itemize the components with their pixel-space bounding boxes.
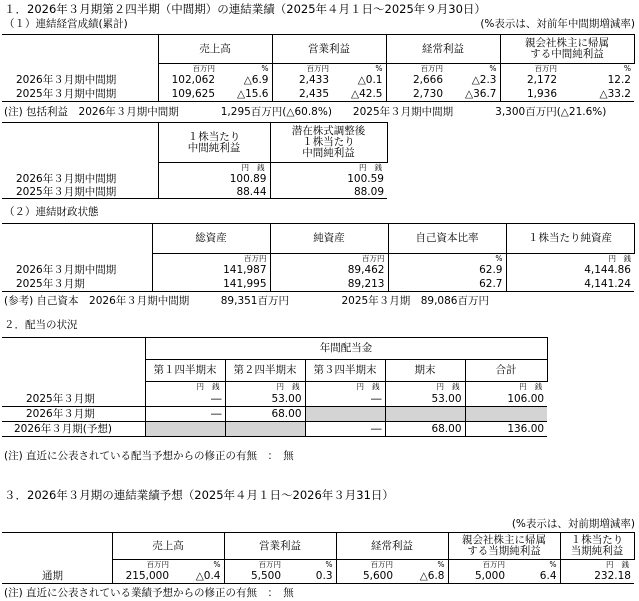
cell: △33.2 xyxy=(560,88,634,102)
col-total: 合計 xyxy=(465,360,547,382)
cell: 106.00 xyxy=(507,392,545,405)
col-eps: １株当たり 当期純利益 xyxy=(560,533,634,560)
cell: △15.6 xyxy=(218,88,272,102)
unit: 円 xyxy=(436,382,444,392)
unit: 百万円 xyxy=(534,64,557,74)
cell: 215,000 xyxy=(112,570,172,584)
col-operating-profit: 営業利益 xyxy=(224,533,336,560)
unit: % xyxy=(508,560,560,570)
s1-title: （１）連結経営成績(累計) xyxy=(4,18,128,30)
dividends-table xyxy=(2,337,548,437)
section-1-heading: １．2026年３月期第２四半期（中間期）の連結業績（2025年４月１日～2025年９月30日） xyxy=(4,2,486,16)
table-row xyxy=(2,407,547,422)
row-label: 2025年３月期 xyxy=(2,278,152,292)
cell: 2,730 xyxy=(386,88,446,102)
cell xyxy=(385,407,465,422)
row-label: 通期 xyxy=(2,570,112,584)
cell: ― xyxy=(305,392,385,407)
cell: △36.7 xyxy=(446,88,500,102)
unit: 円 銭 xyxy=(608,254,631,264)
s3-revision-note: (注) 直近に公表されている配当予想からの修正の有無 ： 無 xyxy=(4,450,294,462)
unit: % xyxy=(396,560,448,570)
cell: 88.09 xyxy=(270,186,387,199)
col-q1-end: 第１四半期末 xyxy=(145,360,225,382)
s4-title: ３．2026年３月期の連結業績予想（2025年４月１日～2026年３月31日） xyxy=(4,488,394,502)
unit: 銭 xyxy=(292,382,300,392)
s1-note-right: (%表示は、対前年中間期増減率) xyxy=(480,18,635,30)
table-row xyxy=(2,392,547,407)
cell xyxy=(225,422,305,437)
col-bps: １株当たり純資産 xyxy=(506,224,634,254)
col-net-income: 親会社株主に帰属 する当期純利益 xyxy=(448,533,560,560)
cell: 62.7 xyxy=(388,278,506,292)
unit: 銭 xyxy=(534,382,543,392)
table-row xyxy=(2,422,547,437)
unit: 円 xyxy=(276,382,284,392)
unit: 円 xyxy=(196,382,204,392)
row-label: 2026年３月期中間期 xyxy=(2,74,158,88)
table-row xyxy=(2,74,634,88)
col-annual-dividends: 年間配当金 xyxy=(145,338,547,360)
table-row xyxy=(2,570,634,584)
row-label: 2025年３月期中間期 xyxy=(2,186,158,199)
cell: 2,435 xyxy=(272,88,332,102)
cell: 2,666 xyxy=(412,74,443,87)
col-q3-end: 第３四半期末 xyxy=(305,360,385,382)
cell: △0.1 xyxy=(332,74,386,88)
unit: 銭 xyxy=(257,163,265,173)
unit: 銭 xyxy=(372,382,380,392)
col-net-income: 親会社株主に帰属 する中間純利益 xyxy=(500,35,634,64)
cell xyxy=(465,407,547,422)
table-row xyxy=(2,186,387,199)
unit: 百万円 xyxy=(192,64,215,74)
cell: 5,500 xyxy=(224,570,284,584)
row-label: 2026年３月期中間期 xyxy=(2,264,152,278)
unit: 銭 xyxy=(374,163,382,173)
row-label: 2026年３月期 xyxy=(2,407,145,422)
s3-title: ２．配当の状況 xyxy=(4,319,78,331)
unit: % xyxy=(623,64,631,74)
unit: % xyxy=(172,560,224,570)
cell: 232.18 xyxy=(560,570,634,584)
cell: 68.00 xyxy=(225,407,305,422)
cell xyxy=(145,422,225,437)
unit: 円 xyxy=(359,163,367,173)
cell: 4,141.24 xyxy=(506,278,634,292)
cell: 0.3 xyxy=(284,570,336,584)
unit: 百万円 xyxy=(306,64,329,74)
col-sales: 売上高 xyxy=(158,35,272,64)
col-ordinary-profit: 経常利益 xyxy=(336,533,448,560)
cell: △0.4 xyxy=(172,570,224,584)
cell: 1,936 xyxy=(500,88,560,102)
col-operating-profit: 営業利益 xyxy=(272,35,386,64)
cell: 100.89 xyxy=(158,173,270,186)
s2-reference-note: (参考) 自己資本 2026年３月期中間期 89,351百万円 2025年３月期 89,086百万円 xyxy=(4,295,489,307)
row-label: 2025年３月期 xyxy=(2,392,145,407)
col-diluted-eps: 潜在株式調整後 １株当たり 中間純利益 xyxy=(270,123,387,163)
row-label: 2026年３月期中間期 xyxy=(2,173,158,186)
cell: 109,625 xyxy=(158,88,218,102)
cell: 5,000 xyxy=(448,570,508,584)
unit: 円 xyxy=(356,382,364,392)
unit: % xyxy=(284,560,336,570)
cell: 102,062 xyxy=(171,74,215,87)
cell: △6.8 xyxy=(396,570,448,584)
cell: 141,987 xyxy=(152,264,270,278)
cell: 4,144.86 xyxy=(584,264,631,277)
unit: 円 xyxy=(606,560,614,570)
cell: ― xyxy=(305,422,385,437)
col-total-assets: 総資産 xyxy=(152,224,270,254)
cell: 2,172 xyxy=(526,74,557,87)
col-year-end: 期末 xyxy=(385,360,465,382)
cell: 6.4 xyxy=(508,570,560,584)
cell: 12.2 xyxy=(607,74,631,87)
cell xyxy=(305,407,385,422)
table-row xyxy=(2,264,634,278)
table-row xyxy=(2,173,387,186)
col-equity-ratio: 自己資本比率 xyxy=(388,224,506,254)
unit: 百万円 xyxy=(482,560,505,570)
unit: 百万円 xyxy=(152,254,270,264)
unit: 銭 xyxy=(621,560,629,570)
unit: % xyxy=(332,64,386,74)
cell: 88.44 xyxy=(158,186,270,199)
cell: 89,213 xyxy=(270,278,388,292)
unit: % xyxy=(218,64,272,74)
cell: ― xyxy=(145,392,225,407)
eps-table xyxy=(2,122,388,199)
col-q2-end: 第２四半期末 xyxy=(225,360,305,382)
s1-comprehensive-note: (注) 包括利益 2026年３月期中間期 1,295百万円(△60.8%) 2025年３月期中間期 3,300百万円(△21.6%) xyxy=(4,106,607,118)
cell: 136.00 xyxy=(465,422,547,437)
cell: 89,462 xyxy=(270,264,388,278)
col-sales: 売上高 xyxy=(112,533,224,560)
financial-position-table xyxy=(2,223,635,292)
unit: 銭 xyxy=(452,382,460,392)
cell: 2,433 xyxy=(298,74,329,87)
cell: △2.3 xyxy=(446,74,500,88)
results-table xyxy=(2,34,635,102)
cell: △6.9 xyxy=(218,74,272,88)
unit: 百万円 xyxy=(370,560,393,570)
unit: 百万円 xyxy=(420,64,443,74)
cell: 62.9 xyxy=(388,264,506,278)
cell: 53.00 xyxy=(385,392,465,407)
unit: 銭 xyxy=(212,382,220,392)
unit: 円 xyxy=(241,163,249,173)
cell: 100.59 xyxy=(347,172,384,185)
cell: 68.00 xyxy=(385,422,465,437)
cell: 53.00 xyxy=(225,392,305,407)
unit: 円 xyxy=(519,382,527,392)
col-eps: １株当たり 中間純利益 xyxy=(158,123,270,163)
forecast-table xyxy=(2,532,635,584)
row-label: 2025年３月期中間期 xyxy=(2,88,158,102)
unit: % xyxy=(388,254,506,264)
cell: ― xyxy=(145,407,225,422)
unit: 百万円 xyxy=(146,560,169,570)
table-row xyxy=(2,88,634,102)
s4-note-right: (%表示は、対前期増減率) xyxy=(511,518,635,530)
col-ordinary-profit: 経常利益 xyxy=(386,35,500,64)
cell: △42.5 xyxy=(332,88,386,102)
s2-title: （２）連結財政状態 xyxy=(4,206,99,218)
table-row xyxy=(2,278,634,292)
row-label: 2026年３月期(予想) xyxy=(2,422,145,437)
unit: % xyxy=(446,64,500,74)
s4-revision-note: (注) 直近に公表されている業績予想からの修正の有無 ： 無 xyxy=(4,587,294,599)
cell: 141,995 xyxy=(152,278,270,292)
unit: 百万円 xyxy=(270,254,388,264)
col-net-assets: 純資産 xyxy=(270,224,388,254)
cell: 5,600 xyxy=(336,570,396,584)
unit: 百万円 xyxy=(258,560,281,570)
